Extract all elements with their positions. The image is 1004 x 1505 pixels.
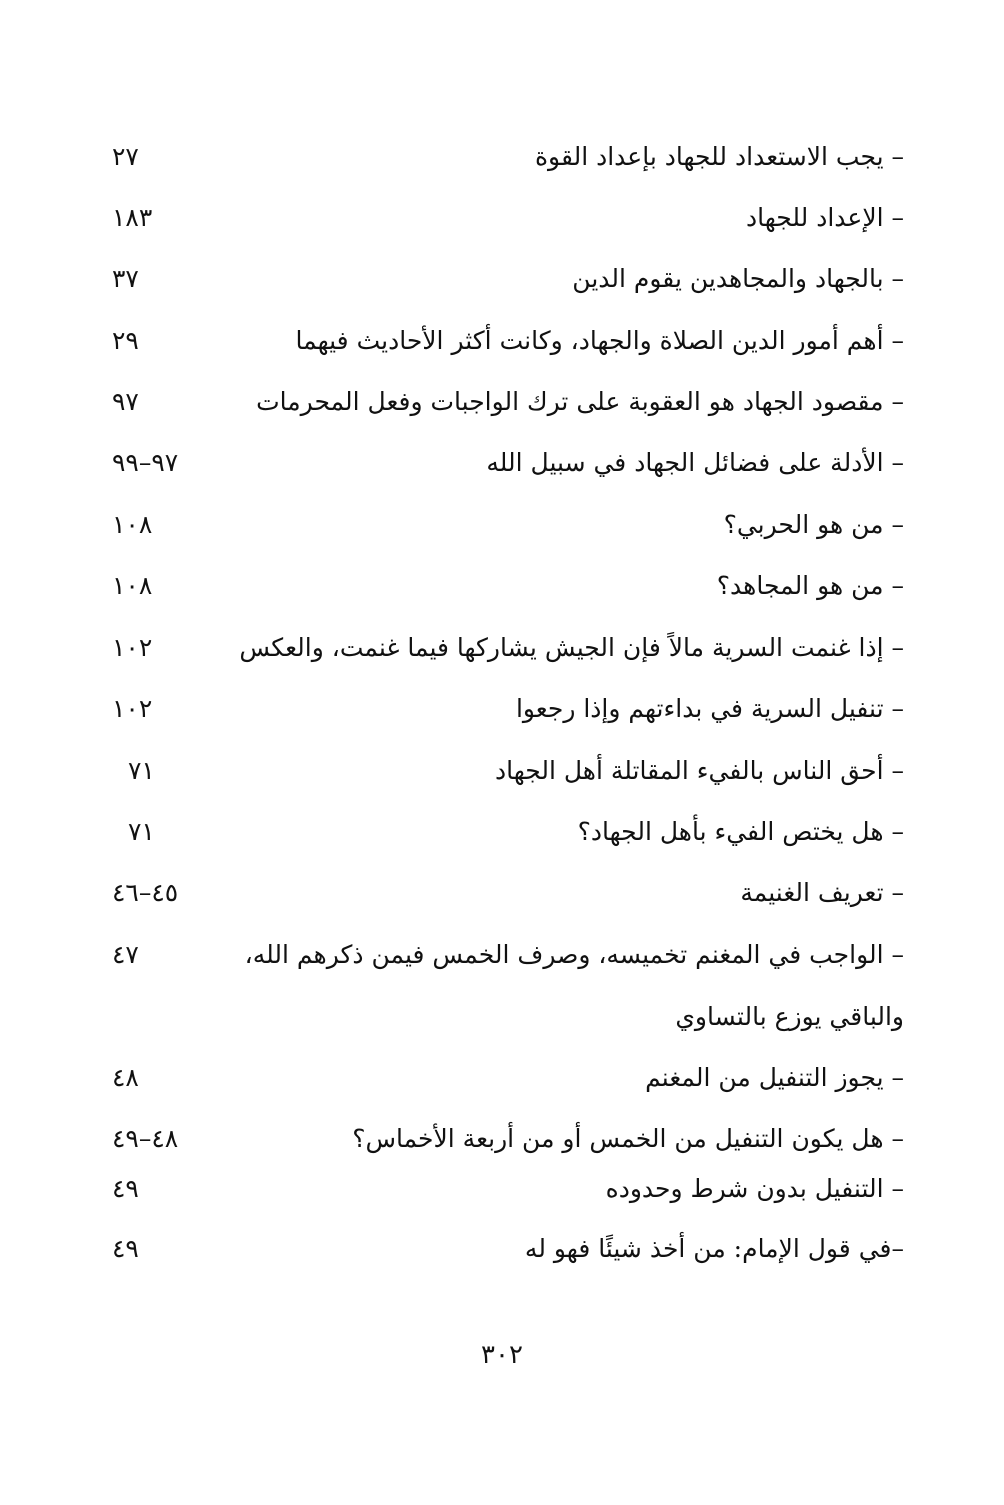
index-entry xyxy=(0,1158,1004,1220)
entry-page-number: ٧١ xyxy=(128,817,155,846)
index-entry xyxy=(0,801,1004,863)
entry-page-number: ٩٧–٩٩ xyxy=(112,448,179,477)
entry-text: – بالجهاد والمجاهدين يقوم الدين xyxy=(572,264,904,293)
entry-page-number: ٢٧ xyxy=(112,142,139,171)
entry-text: – هل يختص الفيء بأهل الجهاد؟ xyxy=(577,817,904,846)
index-entry xyxy=(0,187,1004,249)
entry-text: – مقصود الجهاد هو العقوبة على ترك الواجبات وفعل المحرمات xyxy=(256,387,904,416)
index-entry xyxy=(0,617,1004,679)
index-entry xyxy=(0,1047,1004,1109)
entry-page-number: ٤٩ xyxy=(112,1174,139,1203)
index-entry xyxy=(0,924,1004,1048)
entry-text: – يجوز التنفيل من المغنم xyxy=(645,1063,904,1092)
entry-text: –في قول الإمام: من أخذ شيئًا فهو له xyxy=(524,1234,904,1263)
index-entry xyxy=(0,862,1004,924)
entry-page-number: ٧١ xyxy=(128,756,155,785)
entry-text: – من هو الحربي؟ xyxy=(723,510,904,539)
index-entry xyxy=(0,126,1004,188)
entry-page-number: ٤٥–٤٦ xyxy=(112,878,179,907)
index-entry xyxy=(0,1218,1004,1280)
entry-text: – يجب الاستعداد للجهاد بإعداد القوة xyxy=(534,142,904,171)
entry-text: – إذا غنمت السرية مالاً فإن الجيش يشاركها فيما غنمت، والعكس xyxy=(239,633,904,662)
entry-text: – تعريف الغنيمة xyxy=(740,878,904,907)
index-entry xyxy=(0,248,1004,310)
entry-text: – الواجب في المغنم تخميسه، وصرف الخمس فيمن ذكرهم الله، xyxy=(244,940,904,969)
entry-page-number: ١٠٢ xyxy=(112,633,153,662)
entry-page-number: ٤٩ xyxy=(112,1234,139,1263)
entry-page-number: ١٨٣ xyxy=(112,203,153,232)
entry-page-number: ١٠٨ xyxy=(112,571,153,600)
entry-page-number: ٩٧ xyxy=(112,387,139,416)
entry-text: – التنفيل بدون شرط وحدوده xyxy=(605,1174,904,1203)
entry-page-number: ١٠٢ xyxy=(112,694,153,723)
entry-text-continuation: والباقي يوزع بالتساوي xyxy=(675,1002,904,1031)
entry-page-number: ٤٨ xyxy=(112,1063,139,1092)
index-entry xyxy=(0,494,1004,556)
entry-text: – أحق الناس بالفيء المقاتلة أهل الجهاد xyxy=(494,756,904,785)
entry-page-number: ٤٧ xyxy=(112,940,139,969)
entry-text: – الأدلة على فضائل الجهاد في سبيل الله xyxy=(486,448,904,477)
entry-text: – الإعداد للجهاد xyxy=(745,203,904,232)
entry-text: – هل يكون التنفيل من الخمس أو من أربعة الأخماس؟ xyxy=(352,1124,904,1153)
entry-page-number: ٢٩ xyxy=(112,326,139,355)
index-entry xyxy=(0,555,1004,617)
entry-page-number: ٣٧ xyxy=(112,264,139,293)
entry-text: – تنفيل السرية في بداءتهم وإذا رجعوا xyxy=(515,694,904,723)
index-entry xyxy=(0,432,1004,494)
index-entry xyxy=(0,371,1004,433)
entry-text: – أهم أمور الدين الصلاة والجهاد، وكانت أكثر الأحاديث فيهما xyxy=(295,326,904,355)
entry-page-number: ١٠٨ xyxy=(112,510,153,539)
index-entry xyxy=(0,678,1004,740)
page-number: ٣٠٢ xyxy=(481,1340,523,1370)
entry-page-number: ٤٨–٤٩ xyxy=(112,1124,179,1153)
index-entry xyxy=(0,740,1004,802)
index-entry xyxy=(0,310,1004,372)
entry-text: – من هو المجاهد؟ xyxy=(716,571,904,600)
